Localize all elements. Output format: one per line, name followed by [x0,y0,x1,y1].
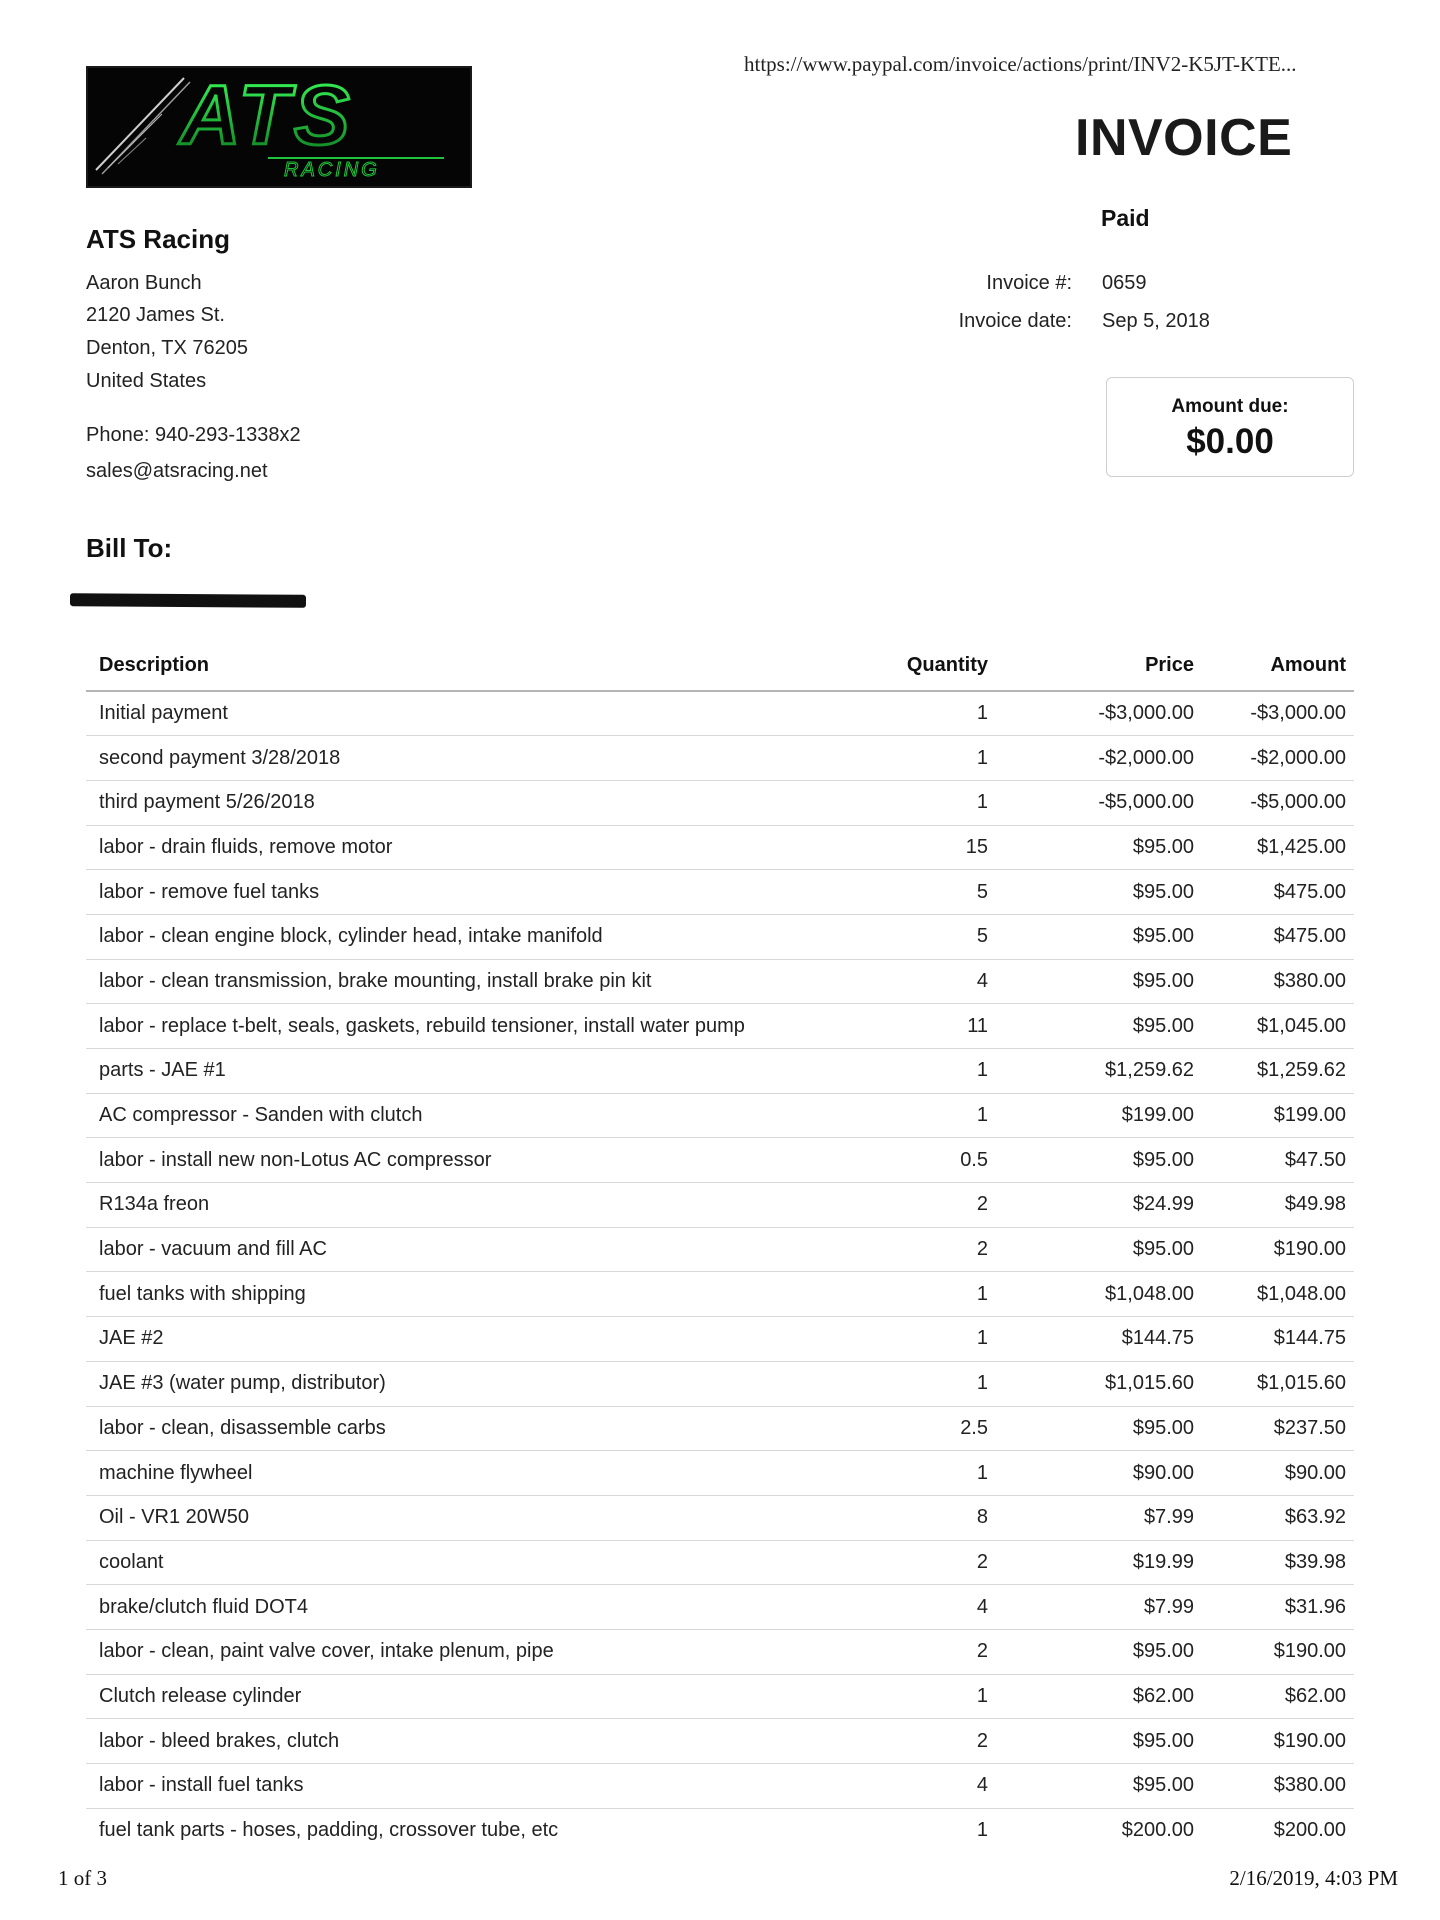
table-row [86,1451,1354,1496]
cell-description: R134a freon [86,1183,825,1228]
table-row [86,1317,1354,1362]
table-row [86,1495,1354,1540]
table-row [86,1808,1354,1853]
cell-quantity: 1 [825,1049,996,1094]
cell-amount: $380.00 [1202,1764,1354,1809]
cell-amount: $475.00 [1202,870,1354,915]
cell-description: labor - install new non-Lotus AC compressor [86,1138,825,1183]
seller-street: 2120 James St. [86,304,225,326]
line-items-table [86,640,1354,1853]
cell-price: $95.00 [996,870,1202,915]
table-row [86,1361,1354,1406]
cell-quantity: 2 [825,1183,996,1228]
table-row [86,736,1354,781]
cell-quantity: 2.5 [825,1406,996,1451]
cell-price: -$5,000.00 [996,780,1202,825]
cell-price: $199.00 [996,1093,1202,1138]
cell-quantity: 4 [825,1585,996,1630]
cell-price: $62.00 [996,1674,1202,1719]
svg-text:ATS: ATS [180,68,354,162]
page-number: 1 of 3 [58,1866,107,1890]
cell-quantity: 1 [825,736,996,781]
cell-quantity: 2 [825,1227,996,1272]
table-row [86,870,1354,915]
cell-amount: $39.98 [1202,1540,1354,1585]
cell-description: coolant [86,1540,825,1585]
cell-price: $1,048.00 [996,1272,1202,1317]
cell-amount: $90.00 [1202,1451,1354,1496]
cell-description: AC compressor - Sanden with clutch [86,1093,825,1138]
cell-description: labor - clean, paint valve cover, intake plenum, pipe [86,1629,825,1674]
cell-description: Initial payment [86,691,825,736]
cell-description: labor - clean transmission, brake mounting, install brake pin kit [86,959,825,1004]
table-row [86,1183,1354,1228]
cell-price: $95.00 [996,825,1202,870]
cell-amount: $1,048.00 [1202,1272,1354,1317]
table-row [86,1674,1354,1719]
cell-price: $95.00 [996,1629,1202,1674]
cell-price: $7.99 [996,1495,1202,1540]
cell-description: labor - replace t-belt, seals, gaskets, rebuild tensioner, install water pump [86,1004,825,1049]
cell-quantity: 5 [825,914,996,959]
cell-description: fuel tanks with shipping [86,1272,825,1317]
cell-description: third payment 5/26/2018 [86,780,825,825]
cell-amount: $1,425.00 [1202,825,1354,870]
cell-quantity: 1 [825,1272,996,1317]
cell-price: $144.75 [996,1317,1202,1362]
table-row [86,1540,1354,1585]
print-url: https://www.paypal.com/invoice/actions/print/INV2-K5JT-KTE... [744,52,1297,76]
cell-amount: $62.00 [1202,1674,1354,1719]
cell-price: $95.00 [996,1406,1202,1451]
table-row [86,1629,1354,1674]
table-row [86,825,1354,870]
cell-quantity: 1 [825,1674,996,1719]
amount-due-value: $0.00 [1186,422,1274,461]
cell-quantity: 2 [825,1629,996,1674]
cell-quantity: 1 [825,691,996,736]
invoice-number-label: Invoice #: [986,272,1072,294]
print-timestamp: 2/16/2019, 4:03 PM [1229,1866,1398,1890]
cell-quantity: 11 [825,1004,996,1049]
cell-amount: -$2,000.00 [1202,736,1354,781]
header-quantity: Quantity [825,640,996,691]
cell-amount: $49.98 [1202,1183,1354,1228]
cell-price: $19.99 [996,1540,1202,1585]
table-row [86,959,1354,1004]
cell-amount: $190.00 [1202,1227,1354,1272]
cell-price: $95.00 [996,959,1202,1004]
table-row [86,1719,1354,1764]
cell-amount: $190.00 [1202,1629,1354,1674]
invoice-date-label: Invoice date: [958,310,1072,332]
cell-price: $1,015.60 [996,1361,1202,1406]
table-row [86,1406,1354,1451]
header-price: Price [996,640,1202,691]
cell-quantity: 1 [825,1451,996,1496]
cell-quantity: 0.5 [825,1138,996,1183]
seller-city: Denton, TX 76205 [86,337,248,359]
cell-description: brake/clutch fluid DOT4 [86,1585,825,1630]
table-row [86,1585,1354,1630]
cell-description: labor - clean, disassemble carbs [86,1406,825,1451]
header-amount: Amount [1202,640,1354,691]
cell-description: JAE #2 [86,1317,825,1362]
cell-amount: $237.50 [1202,1406,1354,1451]
invoice-title: INVOICE [1075,109,1293,167]
cell-quantity: 1 [825,780,996,825]
cell-price: $95.00 [996,1004,1202,1049]
cell-price: $24.99 [996,1183,1202,1228]
ats-racing-logo [86,66,472,188]
cell-price: $7.99 [996,1585,1202,1630]
table-row [86,1227,1354,1272]
cell-price: $95.00 [996,1764,1202,1809]
cell-amount: $31.96 [1202,1585,1354,1630]
cell-description: second payment 3/28/2018 [86,736,825,781]
cell-description: labor - bleed brakes, clutch [86,1719,825,1764]
cell-description: machine flywheel [86,1451,825,1496]
cell-amount: $200.00 [1273,1819,1346,1842]
table-row [86,1138,1354,1183]
cell-price: $95.00 [996,1719,1202,1764]
cell-amount: -$5,000.00 [1202,780,1354,825]
seller-contact: Aaron Bunch [86,272,202,294]
cell-description: labor - clean engine block, cylinder head, intake manifold [86,914,825,959]
cell-description: parts - JAE #1 [86,1049,825,1094]
cell-quantity: 15 [825,825,996,870]
table-row [86,1093,1354,1138]
redaction-bar [70,593,306,608]
amount-due-label: Amount due: [1171,396,1289,417]
cell-amount: $190.00 [1202,1719,1354,1764]
cell-price: $90.00 [996,1451,1202,1496]
cell-price: -$3,000.00 [996,691,1202,736]
cell-quantity: 5 [825,870,996,915]
cell-quantity: 1 [976,1819,988,1842]
status-badge: Paid [1101,205,1150,231]
cell-description: JAE #3 (water pump, distributor) [86,1361,825,1406]
cell-amount: $1,259.62 [1202,1049,1354,1094]
cell-description: fuel tank parts - hoses, padding, crossover tube, etc [99,1819,559,1842]
cell-amount: $380.00 [1202,959,1354,1004]
bill-to-label: Bill To: [86,533,173,563]
table-row [86,914,1354,959]
cell-price: -$2,000.00 [996,736,1202,781]
cell-amount: $1,045.00 [1202,1004,1354,1049]
cell-price: $95.00 [996,1227,1202,1272]
cell-amount: $475.00 [1202,914,1354,959]
table-row [86,780,1354,825]
cell-amount: $199.00 [1202,1093,1354,1138]
logo-subtext: RACING [284,159,380,181]
invoice-date: Sep 5, 2018 [1102,310,1210,332]
company-name: ATS Racing [86,224,230,254]
cell-amount: $47.50 [1202,1138,1354,1183]
cell-description: labor - remove fuel tanks [86,870,825,915]
cell-quantity: 2 [825,1719,996,1764]
cell-amount: $63.92 [1202,1495,1354,1540]
cell-description: Oil - VR1 20W50 [86,1495,825,1540]
cell-price: $95.00 [996,1138,1202,1183]
seller-country: United States [86,370,207,392]
invoice-number: 0659 [1102,272,1147,294]
cell-price: $1,259.62 [996,1049,1202,1094]
cell-quantity: 4 [825,959,996,1004]
table-header-row [86,640,1354,691]
table-row [86,1272,1354,1317]
cell-quantity: 1 [825,1093,996,1138]
cell-description: labor - install fuel tanks [86,1764,825,1809]
cell-amount: $1,015.60 [1202,1361,1354,1406]
cell-price: $200.00 [1121,1819,1194,1842]
cell-description: Clutch release cylinder [86,1674,825,1719]
cell-description: labor - vacuum and fill AC [86,1227,825,1272]
seller-phone: Phone: 940-293-1338x2 [86,424,301,446]
table-row [86,1049,1354,1094]
cell-description: labor - drain fluids, remove motor [86,825,825,870]
table-row [86,1764,1354,1809]
cell-price: $95.00 [996,914,1202,959]
cell-amount: $144.75 [1202,1317,1354,1362]
amount-due-box [1106,377,1354,477]
table-row [86,691,1354,736]
cell-quantity: 4 [825,1764,996,1809]
table-row [86,1004,1354,1049]
cell-quantity: 8 [825,1495,996,1540]
header-description: Description [86,640,825,691]
cell-amount: -$3,000.00 [1202,691,1354,736]
cell-quantity: 1 [825,1317,996,1362]
cell-quantity: 1 [825,1361,996,1406]
seller-email[interactable]: sales@atsracing.net [86,460,268,482]
cell-quantity: 2 [825,1540,996,1585]
